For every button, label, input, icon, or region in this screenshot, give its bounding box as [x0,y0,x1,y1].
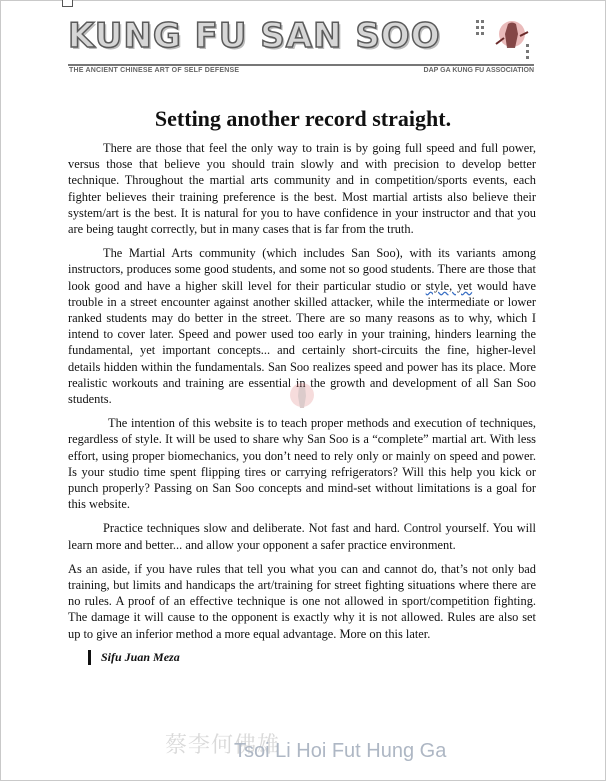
header-title: KUNG FU SAN SOO [68,16,441,56]
paragraph-2-part-1: The Martial Arts community (which includes San Soo), with its variants among instructors, produces some good students, and some not so good students. There are those that look good and have a higher skill level for their particular studio or [68,246,536,293]
header-subtitle-right: DAP GA KUNG FU ASSOCIATION [423,67,534,74]
page-corner-marker [62,0,73,7]
paragraph-5: As an aside, if you have rules that tell you what you can and cannot do, that’s not only bad training, but limits and handicaps the art/training for street fighting situations where there are no rules. A proof of an effective technique is one not allowed in sport/competition fighting. The damage it will cause to the opponent is exactly why it is not allowed. Rules are also set up to give an inferior method a more equal advantage. More on this later. [68,561,536,641]
document-title: Setting another record straight. [154,106,452,131]
watermark-emblem-icon [282,380,322,414]
seal-logo-icon [470,14,534,64]
footer-chinese-text: 蔡李何佛雄 [165,733,281,758]
signature: Sifu Juan Meza [88,650,180,665]
header-divider [68,64,534,66]
paragraph-1: There are those that feel the only way to train is by going full speed and full power, versus those that believe you should train slowly and with precision to develop better technique. Throughout the martial arts community and in competition/sports events, each fighter believes their training preference is the best. Most martial artists also believe their system/art is the best. It is natural for you to have confidence in your instructor and that you are being taught correctly, but in many cases that is far from the truth. [68,141,536,237]
paragraph-4: Practice techniques slow and deliberate. Not fast and hard. Control yourself. You will learn more and better... and allow your opponent a safer practice environment. [68,521,536,552]
header-subtitle-left: THE ANCIENT CHINESE ART OF SELF DEFENSE [69,67,240,74]
spellcheck-underlined-text[interactable]: style, yet [425,278,473,293]
paragraph-2-part-2: would have trouble in a street encounter against another skilled attacker, while the intermediate or lower ranked students may do better in the street. There are so many reasons as to why, which I intend to cover later. Speed and power used too early in your training, hinders learning the fundamental, yet important concepts... and certainly short-circuits the fine, higher-level details hidden within the fundamentals. San Soo realizes speed and power has its place. More realistic workouts and training are essential in the growth and development of all San Soo students. [68,278,536,407]
paragraph-3: The intention of this website is to teach proper methods and execution of techniques, regardless of style. It will be used to share why San Soo is a “complete” martial art. With less effort, using proper biomechanics, you don’t need to rely only or mainly on speed and power. Is your studio time spent flipping tires or carrying refrigerators? Will this help you kick or punch properly? Passing on San Soo concepts and mind-set without limitations is a goal for this website. [68,416,536,512]
footer-english-text: Tsoi Li Hoi Fut Hung Ga [234,740,447,762]
